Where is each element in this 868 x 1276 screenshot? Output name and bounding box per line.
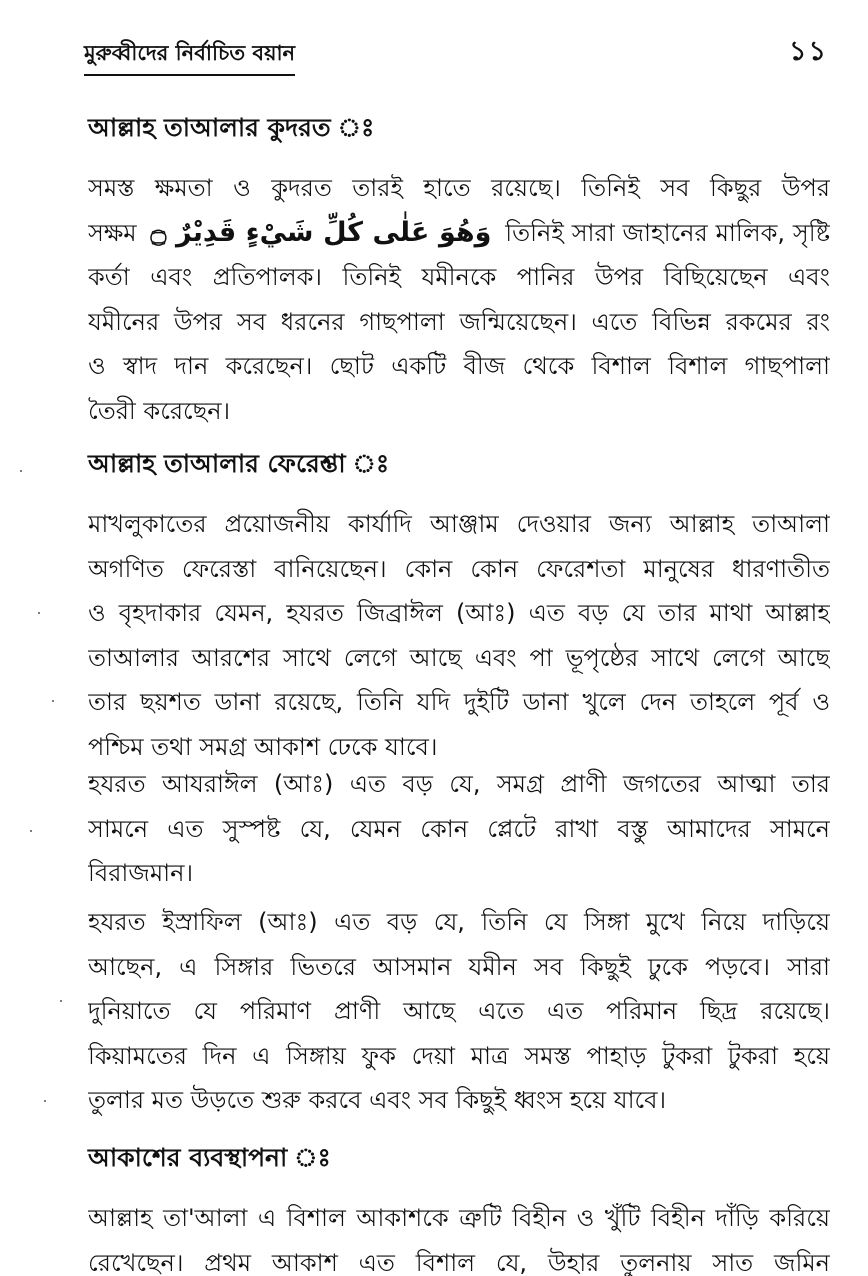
text-line: তার ছয়শত ডানা রয়েছে, তিনি যদি দুইটি ডানা খুলে দেন তাহলে পূর্ব ও	[88, 688, 830, 716]
text-line: মাখলুকাতের প্রয়োজনীয় কার্যাদি আঞ্জাম দেওয়ার জন্য আল্লাহ তাআলা	[88, 510, 830, 538]
scan-speck	[60, 1000, 62, 1002]
page-number: ১১	[788, 36, 828, 67]
text-line: ও স্বাদ দান করেছেন। ছোট একটি বীজ থেকে বিশাল বিশাল গাছপালা	[88, 352, 830, 380]
text-line: দুনিয়াতে যে পরিমাণ প্রাণী আছে এতে এত পরিমান ছিদ্র রয়েছে।	[88, 997, 830, 1025]
scan-speck	[20, 470, 22, 472]
paragraph-fereshta-intro	[88, 502, 830, 769]
text-line: সমস্ত ক্ষমতা ও কুদরত তারই হাতে রয়েছে। তিনিই সব কিছুর উপর	[88, 174, 830, 202]
text-line: বিরাজমান।	[88, 859, 194, 887]
paragraph-azrail	[88, 762, 830, 896]
text-line: হযরত ইস্রাফিল (আঃ) এত বড় যে, তিনি যে সিঙ্গা মুখে নিয়ে দাড়িয়ে	[88, 908, 830, 936]
paragraph-qudrat	[88, 166, 830, 433]
scan-speck	[44, 1100, 46, 1102]
scan-speck	[52, 700, 54, 702]
text-line-with-arabic	[88, 211, 830, 256]
paragraph-akash	[88, 1196, 830, 1276]
text-line: হযরত আযরাঈল (আঃ) এত বড় যে, সমগ্র প্রাণী জগতের আত্মা তার	[88, 770, 830, 798]
section-heading-qudrat: আল্লাহ তাআলার কুদরত ঃ	[88, 113, 375, 142]
scan-speck	[30, 830, 32, 832]
section-heading-akash: আকাশের ব্যবস্থাপনা ঃ	[88, 1143, 331, 1172]
text-line: ও বৃহদাকার যেমন, হযরত জিব্রাঈল (আঃ) এত বড় যে তার মাথা আল্লাহ	[88, 599, 830, 627]
text-line: আল্লাহ তা'আলা এ বিশাল আকাশকে ত্রুটি বিহীন ও খুঁটি বিহীন দাঁড়ি করিয়ে	[88, 1204, 830, 1232]
scan-speck	[38, 612, 40, 614]
text-line: তাআলার আরশের সাথে লেগে আছে এবং পা ভূপৃষ্ঠের সাথে লেগে আছে	[88, 643, 830, 672]
text-line: কিয়ামতের দিন এ সিঙ্গায় ফুক দেয়া মাত্র সমস্ত পাহাড় টুকরা টুকরা হয়ে	[88, 1041, 830, 1070]
text-line: অগণিত ফেরেস্তা বানিয়েছেন। কোন কোন ফেরেশতা মানুষের ধারণাতীত	[88, 554, 830, 583]
text-line: পশ্চিম তথা সমগ্র আকাশ ঢেকে যাবে।	[88, 732, 438, 761]
section-heading-fereshta: আল্লাহ তাআলার ফেরেশ্তা ঃ	[88, 449, 390, 478]
arabic-verse: وَهُوَ عَلٰى كُلِّ شَيْءٍ قَدِيْرٌ ۝	[150, 216, 492, 248]
text-fragment: তিনিই সারা জাহানের মালিক, সৃষ্টি	[505, 218, 830, 247]
running-title: মুরুব্বীদের নির্বাচিত বয়ান	[84, 37, 295, 76]
text-line: রেখেছেন। প্রথম আকাশ এত বিশাল যে, উহার তুলনায় সাত জমিন	[88, 1248, 830, 1276]
text-line: কর্তা এবং প্রতিপালক। তিনিই যমীনকে পানির উপর বিছিয়েছেন এবং	[88, 263, 830, 291]
paragraph-israfil	[88, 900, 830, 1123]
text-line: তুলার মত উড়তে শুরু করবে এবং সব কিছুই ধ্বংস হয়ে যাবে।	[88, 1086, 667, 1114]
text-line: তৈরী করেছেন।	[88, 396, 231, 425]
text-fragment: সক্ষম	[88, 218, 137, 247]
page-header	[84, 32, 828, 76]
text-line: যমীনের উপর সব ধরনের গাছপালা জন্মিয়েছেন। এতে বিভিন্ন রকমের রং	[88, 307, 830, 336]
text-line: সামনে এত সুস্পষ্ট যে, যেমন কোন প্লেটে রাখা বস্তু আমাদের সামনে	[88, 814, 830, 843]
text-line: আছেন, এ সিঙ্গার ভিতরে আসমান যমীন সব কিছুই ঢুকে পড়বে। সারা	[88, 952, 830, 981]
